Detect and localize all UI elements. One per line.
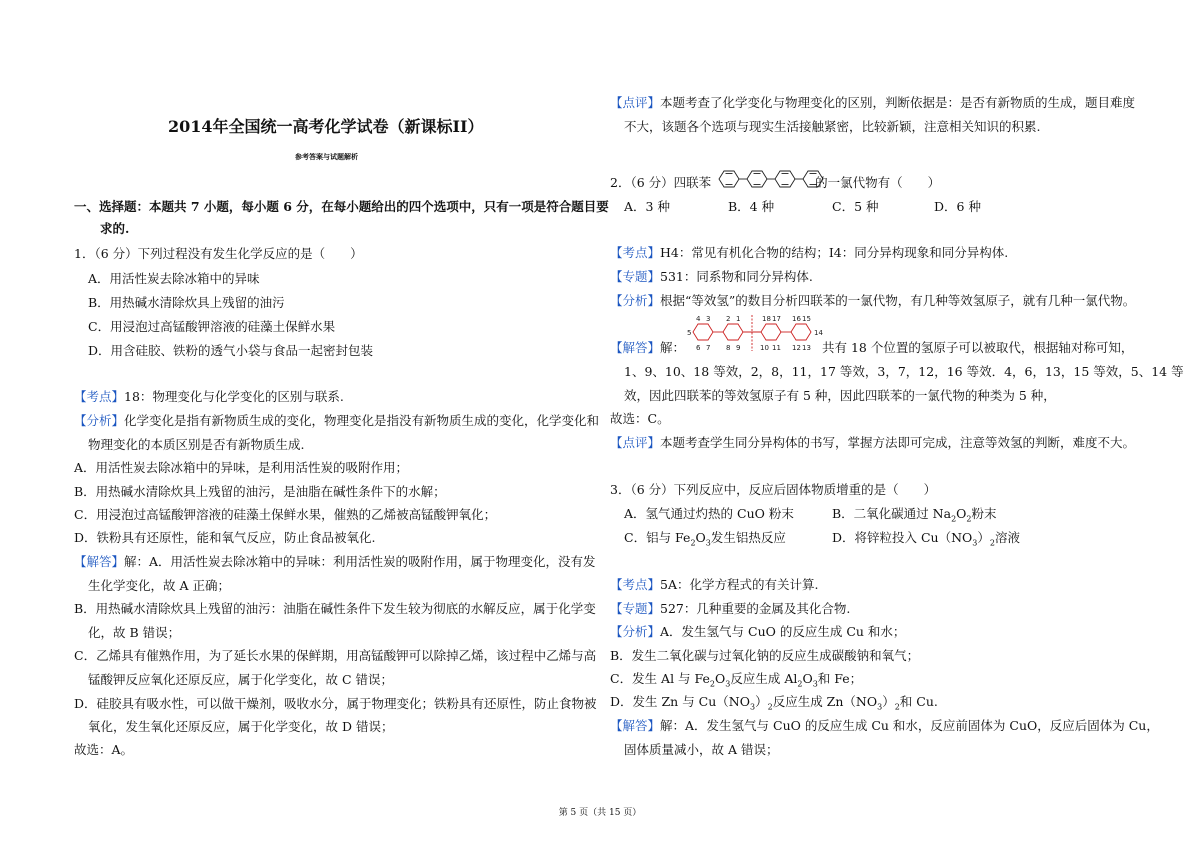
fenxi-tag: 【分析】 bbox=[610, 624, 661, 639]
jieda-tag: 【解答】 bbox=[610, 340, 661, 355]
numbered-quaterphenyl-icon bbox=[687, 311, 827, 355]
q1-fenxi-a: A．用活性炭去除冰箱中的异味，是利用活性炭的吸附作用； bbox=[74, 460, 409, 475]
q1-option-c: C．用浸泡过高锰酸钾溶液的硅藻土保鲜水果 bbox=[88, 319, 336, 334]
q3-option-b bbox=[832, 506, 997, 528]
kaodian-text: 5A：化学方程式的有关计算. bbox=[660, 577, 819, 592]
text: B．二氧化碳通过 Na bbox=[832, 506, 952, 521]
svg-text:8: 8 bbox=[726, 344, 731, 352]
q3-jieda-cont: 固体质量减小，故 A 错误； bbox=[624, 742, 779, 757]
svg-text:4: 4 bbox=[696, 315, 701, 323]
question-3: 3．（6 分）下列反应中，反应后固体物质增重的是（ ） bbox=[610, 482, 937, 497]
jieda-text: 解：A．发生氢气与 CuO 的反应生成 Cu 和水，反应前固体为 CuO，反应后固体为 Cu， bbox=[660, 718, 1159, 733]
dianping-text: 本题考查学生同分异构体的书写，掌握方法即可完成，注意等效氢的判断，难度不大。 bbox=[660, 435, 1136, 450]
q1-jieda bbox=[74, 554, 596, 570]
kaodian-tag: 【考点】 bbox=[610, 577, 661, 592]
svg-text:2: 2 bbox=[726, 315, 731, 323]
svg-text:5: 5 bbox=[687, 329, 692, 337]
text: 和 Fe； bbox=[817, 671, 863, 686]
zhuanti-tag: 【专题】 bbox=[610, 269, 661, 284]
sub: 3 bbox=[725, 679, 731, 689]
sub: 2 bbox=[966, 514, 972, 524]
q2-zhuanti bbox=[610, 269, 813, 285]
text: D．将锌粒投入 Cu（NO bbox=[832, 530, 973, 545]
text: 反应生成 Al bbox=[730, 671, 798, 686]
section-heading-cont: 求的. bbox=[100, 221, 130, 236]
sub: 2 bbox=[797, 679, 803, 689]
q1-fenxi-b: B．用热碱水清除炊具上残留的油污，是油脂在碱性条件下的水解； bbox=[74, 484, 446, 499]
svg-text:15: 15 bbox=[802, 315, 811, 323]
q3-option-c bbox=[624, 530, 786, 552]
q1-jieda-b1: B．用热碱水清除炊具上残留的油污：油脂在碱性条件下发生较为彻底的水解反应，属于化学变 bbox=[74, 601, 596, 616]
fenxi-text: A．发生氢气与 CuO 的反应生成 Cu 和水； bbox=[660, 624, 906, 639]
dianping-tag: 【点评】 bbox=[610, 95, 661, 110]
q1-fenxi-c: C．用浸泡过高锰酸钾溶液的硅藻土保鲜水果，催熟的乙烯被高锰酸钾氧化； bbox=[74, 507, 497, 522]
q2-jieda-text1: 共有 18 个位置的氢原子可以被取代，根据轴对称可知， bbox=[822, 340, 1134, 355]
svg-text:6: 6 bbox=[696, 344, 701, 352]
svg-text:9: 9 bbox=[736, 344, 741, 352]
text: 和 Cu. bbox=[899, 694, 938, 709]
q1-dianping-cont: 不大，该题各个选项与现实生活接触紧密，比较新颖，注意相关知识的积累. bbox=[624, 119, 1041, 134]
q3-fenxi-c bbox=[610, 671, 862, 693]
sub: 2 bbox=[767, 702, 773, 712]
q3-option-a: A．氢气通过灼热的 CuO 粉末 bbox=[624, 506, 794, 521]
q3-fenxi-b: B．发生二氧化碳与过氧化钠的反应生成碳酸钠和氧气； bbox=[610, 648, 920, 663]
sub: 2 bbox=[690, 538, 696, 548]
q2-kaodian bbox=[610, 245, 1008, 261]
q1-jieda-d1: D．硅胶具有吸水性，可以做干燥剂，吸收水分，属于物理变化；铁粉具有还原性，防止食物被 bbox=[74, 696, 597, 711]
q1-fenxi-d: D．铁粉具有还原性，能和氧气反应，防止食品被氧化. bbox=[74, 530, 376, 545]
q1-jieda-b2: 化，故 B 错误； bbox=[88, 625, 181, 640]
page-title: 2014年全国统一高考化学试卷（新课标II） bbox=[168, 117, 484, 136]
text: C．铝与 Fe bbox=[624, 530, 691, 545]
kaodian-tag: 【考点】 bbox=[610, 245, 661, 260]
kaodian-text: H4：常见有机化合物的结构；I4：同分异构现象和同分异构体. bbox=[660, 245, 1009, 260]
q2-jieda-text2: 1、9、10、18 等效，2，8，11，17 等效，3，7，12，16 等效．4，6，13，15 等效，5、14 等 bbox=[624, 364, 1184, 379]
q1-dianping bbox=[610, 95, 1135, 111]
text: O bbox=[695, 530, 706, 545]
text: O bbox=[802, 671, 813, 686]
sub: 3 bbox=[812, 679, 818, 689]
fenxi-tag: 【分析】 bbox=[610, 293, 661, 308]
sub: 2 bbox=[951, 514, 957, 524]
svg-text:13: 13 bbox=[802, 344, 811, 352]
svg-text:3: 3 bbox=[706, 315, 711, 323]
jieda-pre: 解： bbox=[660, 340, 686, 355]
jieda-tag: 【解答】 bbox=[610, 718, 661, 733]
sub: 3 bbox=[972, 538, 978, 548]
svg-text:10: 10 bbox=[760, 344, 769, 352]
svg-text:7: 7 bbox=[706, 344, 711, 352]
q1-jieda-c1: C．乙烯具有催熟作用，为了延长水果的保鲜期，用高锰酸钾可以除掉乙烯，该过程中乙烯与高 bbox=[74, 648, 597, 663]
svg-text:11: 11 bbox=[772, 344, 781, 352]
q1-jieda-a2: 生化学变化，故 A 正确； bbox=[88, 578, 230, 593]
q2-option-a: A．3 种 bbox=[624, 199, 670, 214]
q1-jieda-c2: 锰酸钾反应氧化还原反应，属于化学变化，故 C 错误； bbox=[88, 672, 394, 687]
zhuanti-tag: 【专题】 bbox=[610, 601, 661, 616]
svg-text:1: 1 bbox=[736, 315, 741, 323]
text: 溶液 bbox=[995, 530, 1021, 545]
q1-answer: 故选：A。 bbox=[74, 742, 134, 757]
q1-option-d: D．用含硅胶、铁粉的透气小袋与食品一起密封包装 bbox=[88, 343, 374, 358]
text: 粉末 bbox=[971, 506, 997, 521]
page-footer: 第 5 页（共 15 页） bbox=[558, 808, 642, 818]
q2-fenxi bbox=[610, 293, 1135, 309]
kaodian-text: 18：物理变化与化学变化的区别与联系. bbox=[124, 389, 344, 404]
zhuanti-text: 531：同系物和同分异构体. bbox=[660, 269, 813, 284]
fenxi-text: 根据“等效氢”的数目分析四联苯的一氯代物，有几种等效氢原子，就有几种一氯代物。 bbox=[660, 293, 1136, 308]
text: O bbox=[956, 506, 967, 521]
q3-zhuanti bbox=[610, 601, 850, 617]
q2-jieda-text3: 效，因此四联苯的等效氢原子有 5 种，因此四联苯的一氯代物的种类为 5 种， bbox=[624, 388, 1056, 403]
q1-fenxi-cont: 物理变化的本质区别是否有新物质生成. bbox=[88, 437, 305, 452]
q3-kaodian bbox=[610, 577, 818, 593]
q2-option-d: D．6 种 bbox=[934, 199, 981, 214]
dianping-text: 本题考查了化学变化与物理变化的区别，判断依据是：是否有新物质的生成，题目难度 bbox=[660, 95, 1136, 110]
text: C．发生 Al 与 Fe bbox=[610, 671, 710, 686]
svg-text:12: 12 bbox=[792, 344, 801, 352]
q2-jieda bbox=[610, 340, 685, 356]
sub: 2 bbox=[989, 538, 995, 548]
jieda-tag: 【解答】 bbox=[74, 554, 125, 569]
svg-text:17: 17 bbox=[772, 315, 781, 323]
q2-option-c: C．5 种 bbox=[832, 199, 879, 214]
text: D．发生 Zn 与 Cu（NO bbox=[610, 694, 750, 709]
text: ） bbox=[977, 530, 990, 545]
q3-fenxi-d bbox=[610, 694, 938, 716]
question-1: 1．（6 分）下列过程没有发生化学反应的是（ ） bbox=[74, 246, 363, 261]
page-subtitle: 参考答案与试题解析 bbox=[295, 152, 358, 161]
q1-fenxi bbox=[74, 413, 599, 429]
sub: 3 bbox=[749, 702, 756, 712]
fenxi-tag: 【分析】 bbox=[74, 413, 125, 428]
q3-fenxi bbox=[610, 624, 905, 640]
kaodian-tag: 【考点】 bbox=[74, 389, 125, 404]
q1-jieda-d2: 氧化，发生氧化还原反应，属于化学变化，故 D 错误； bbox=[88, 719, 394, 734]
svg-text:14: 14 bbox=[814, 329, 823, 337]
section-heading: 一、选择题：本题共 7 小题，每小题 6 分，在每小题给出的四个选项中，只有一项是符合题目要 bbox=[74, 199, 609, 214]
svg-text:18: 18 bbox=[762, 315, 771, 323]
text: ） bbox=[755, 694, 768, 709]
sub: 3 bbox=[877, 702, 883, 712]
q1-kaodian bbox=[74, 389, 344, 405]
quaterphenyl-structure-icon bbox=[717, 164, 825, 194]
text: O bbox=[715, 671, 726, 686]
fenxi-text: 化学变化是指有新物质生成的变化，物理变化是指没有新物质生成的变化，化学变化和 bbox=[124, 413, 600, 428]
dianping-tag: 【点评】 bbox=[610, 435, 661, 450]
q2-text-post: 的一氯代物有（ ） bbox=[815, 175, 941, 190]
sub: 3 bbox=[705, 538, 711, 548]
svg-text:16: 16 bbox=[792, 315, 801, 323]
jieda-a: 解：A．用活性炭去除冰箱中的异味：利用活性炭的吸附作用，属于物理变化，没有发 bbox=[124, 554, 596, 569]
sub: 2 bbox=[894, 702, 900, 712]
q3-option-d bbox=[832, 530, 1020, 552]
q2-text-pre: 2．（6 分）四联苯 bbox=[610, 175, 712, 190]
text: 反应生成 Zn（NO bbox=[772, 694, 878, 709]
q2-option-b: B．4 种 bbox=[728, 199, 775, 214]
sub: 2 bbox=[709, 679, 715, 689]
q1-option-b: B．用热碱水清除炊具上残留的油污 bbox=[88, 295, 285, 310]
q2-dianping bbox=[610, 435, 1135, 451]
text: ） bbox=[882, 694, 895, 709]
q2-answer: 故选：C。 bbox=[610, 411, 670, 426]
text: 发生铝热反应 bbox=[710, 530, 786, 545]
zhuanti-text: 527：几种重要的金属及其化合物. bbox=[660, 601, 851, 616]
q3-jieda bbox=[610, 718, 1159, 734]
q1-option-a: A．用活性炭去除冰箱中的异味 bbox=[88, 271, 260, 286]
